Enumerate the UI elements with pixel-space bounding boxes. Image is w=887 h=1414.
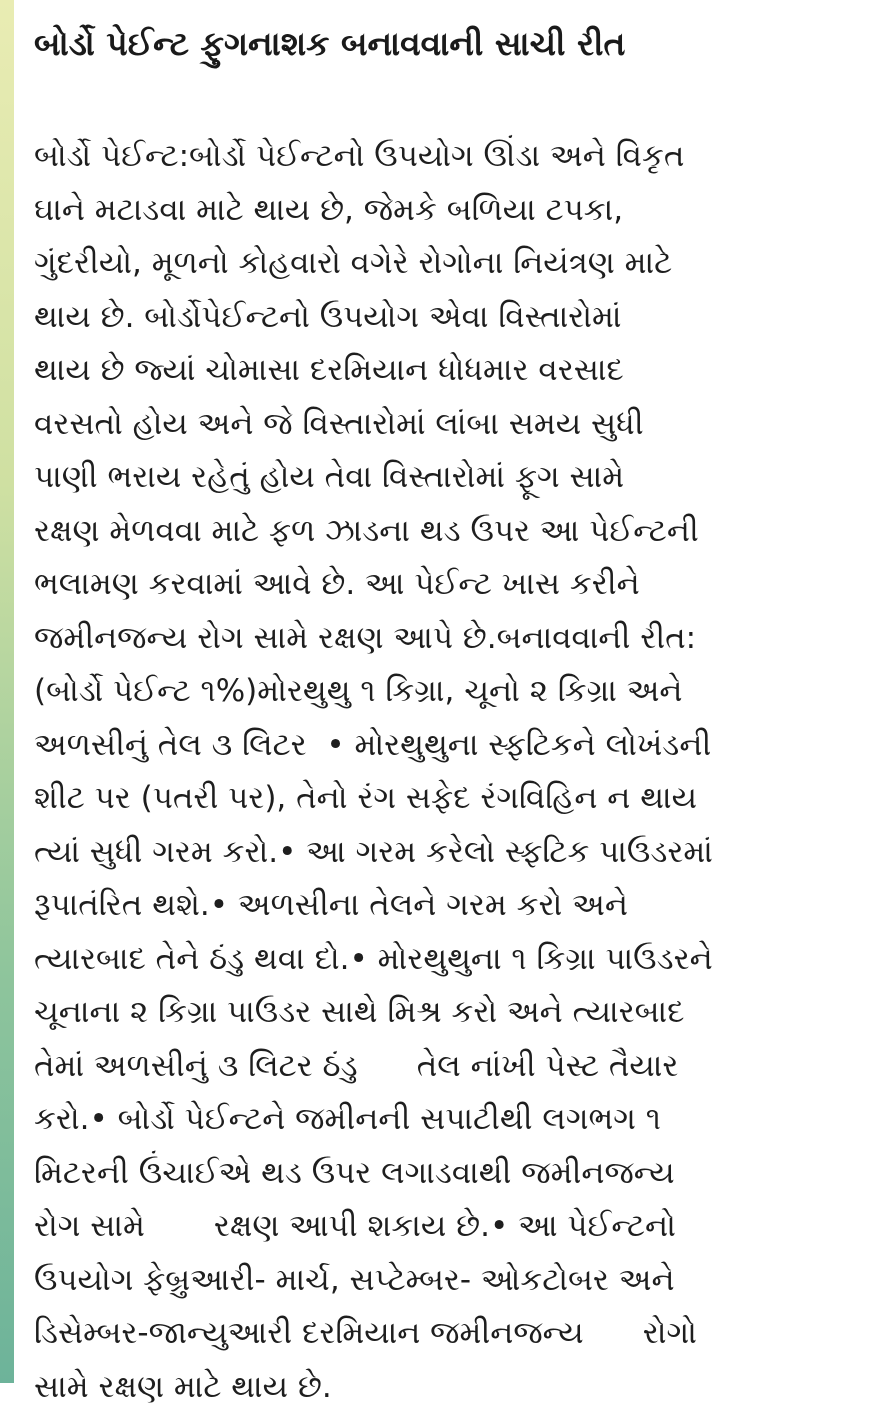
document-title: બોર્ડો પેઈન્ટ ફુગનાશક બનાવવાની સાચી રીત — [34, 14, 869, 74]
document-body — [34, 130, 869, 1414]
body-line: સામે રક્ષણ માટે થાય છે. — [34, 1361, 869, 1414]
body-line: રોગ સામે રક્ષણ આપી શકાય છે.• આ પેઈન્ટનો — [34, 1200, 869, 1254]
body-line: ઘાને મટાડવા માટે થાય છે, જેમકે બળિયા ટપકા, — [34, 184, 869, 238]
body-line: ત્યારબાદ તેને ઠંડુ થવા દો.• મોરથુથુના ૧ કિગ્રા પાઉડરને — [34, 933, 869, 987]
body-line: ઉપયોગ ફેબ્રુઆરી- માર્ચ, સપ્ટેમ્બર- ઓકટોબર અને — [34, 1254, 869, 1308]
body-line: ગુંદરીયો, મૂળનો કોહવારો વગેરે રોગોના નિયંત્રણ માટે — [34, 237, 869, 291]
body-line: કરો.• બોર્ડો પેઈન્ટને જમીનની સપાટીથી લગભગ ૧ — [34, 1093, 869, 1147]
left-edge-gradient — [0, 0, 14, 1383]
body-line: પાણી ભરાય રહેતું હોય તેવા વિસ્તારોમાં ફૂગ સામે — [34, 451, 869, 505]
body-line: શીટ પર (પતરી પર), તેનો રંગ સફેદ રંગવિહિન ન થાય — [34, 772, 869, 826]
body-line: વરસતો હોય અને જે વિસ્તારોમાં લાંબા સમય સુધી — [34, 398, 869, 452]
body-line: ત્યાં સુધી ગરમ કરો.• આ ગરમ કરેલો સ્ફટિક પાઉડરમાં — [34, 826, 869, 880]
body-line: જમીનજન્ય રોગ સામે રક્ષણ આપે છે.બનાવવાની રીત: — [34, 612, 869, 666]
body-line: થાય છે જ્યાં ચોમાસા દરમિયાન ધોધમાર વરસાદ — [34, 344, 869, 398]
body-line: (બોર્ડો પેઈન્ટ ૧%)મોરથુથુ ૧ કિગ્રા, ચૂનો ૨ કિગ્રા અને — [34, 665, 869, 719]
body-line: ચૂનાના ૨ કિગ્રા પાઉડર સાથે મિશ્ર કરો અને ત્યારબાદ — [34, 986, 869, 1040]
body-line: રક્ષણ મેળવવા માટે ફળ ઝાડના થડ ઉપર આ પેઈન્ટની — [34, 505, 869, 559]
body-line: તેમાં અળસીનું ૩ લિટર ઠંડુ તેલ નાંખી પેસ્ટ તૈયાર — [34, 1040, 869, 1094]
body-line: ભલામણ કરવામાં આવે છે. આ પેઈન્ટ ખાસ કરીને — [34, 558, 869, 612]
body-line: થાય છે. બોર્ડોપેઈન્ટનો ઉપયોગ એવા વિસ્તારોમાં — [34, 291, 869, 345]
body-line: મિટરની ઉંચાઈએ થડ ઉપર લગાડવાથી જમીનજન્ય — [34, 1147, 869, 1201]
document-page — [34, 14, 869, 1374]
body-line: રૂપાતંરિત થશે.• અળસીના તેલને ગરમ કરો અને — [34, 879, 869, 933]
body-line: અળસીનું તેલ ૩ લિટર • મોરથુથુના સ્ફટિકને લોખંડની — [34, 719, 869, 773]
body-line: ડિસેમ્બર-જાન્યુઆરી દરમિયાન જમીનજન્ય રોગો — [34, 1307, 869, 1361]
body-line: બોર્ડો પેઈન્ટ:બોર્ડો પેઈન્ટનો ઉપયોગ ઊંડા અને વિકૃત — [34, 130, 869, 184]
